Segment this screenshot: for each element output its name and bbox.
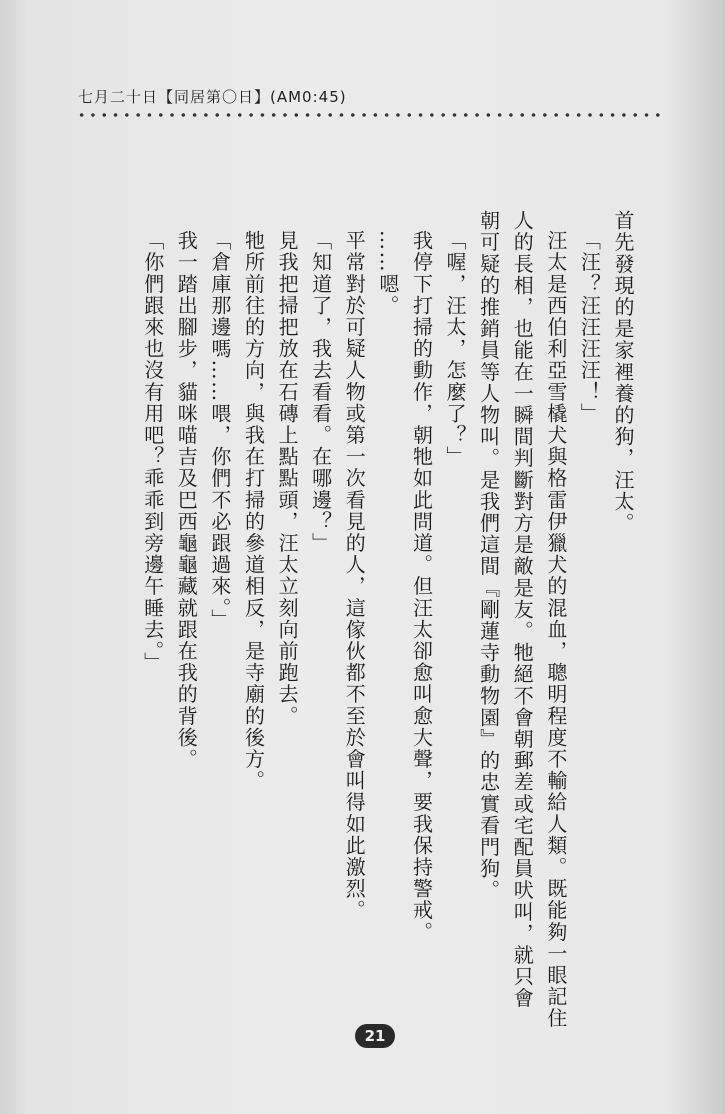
paragraph: 「知道了，我去看看。在哪邊？」 [308,230,333,554]
paragraph: 我停下打掃的動作，朝牠如此問道。但汪太卻愈叫愈大聲，要我保持警戒。 [409,230,434,943]
page-number: 21 [355,1024,395,1048]
paragraph: 牠所前往的方向，與我在打掃的參道相反，是寺廟的後方。 [241,230,266,792]
paragraph: ……嗯。 [375,230,400,317]
paragraph: 「倉庫那邊嗎……喂，你們不必跟過來。」 [207,230,232,631]
paragraph: 「喔，汪太，怎麼了？」 [443,230,468,468]
paragraph: 汪太是西伯利亞雪橇犬與格雷伊獵犬的混血，聰明程度不輸給人類。既能夠一眼記住人的長相，也能在一瞬間判斷對方是敵是友。牠絕不會朝郵差或宅配員吠叫，就只會朝可疑的推銷員等人物叫。是我們這間『剛蓮寺動物園』的忠實看門狗。 [476,210,568,1030]
dotted-rule [76,112,664,118]
paragraph: 我一踏出腳步，貓咪喵吉及巴西龜龜藏就跟在我的背後。 [174,230,199,770]
vertical-body-text [135,210,639,1030]
paragraph: 首先發現的是家裡養的狗，汪太。 [611,210,635,534]
running-head: 七月二十日【同居第〇日】(AM0:45) [78,88,347,106]
paragraph: 「汪？汪汪汪汪！」 [577,230,602,425]
paragraph: 平常對於可疑人物或第一次看見的人，這傢伙都不至於會叫得如此激烈。 [342,230,367,922]
paragraph: 見我把掃把放在石磚上點點頭，汪太立刻向前跑去。 [275,230,300,727]
paragraph: 「你們跟來也沒有用吧？乖乖到旁邊午睡去。」 [140,230,165,674]
